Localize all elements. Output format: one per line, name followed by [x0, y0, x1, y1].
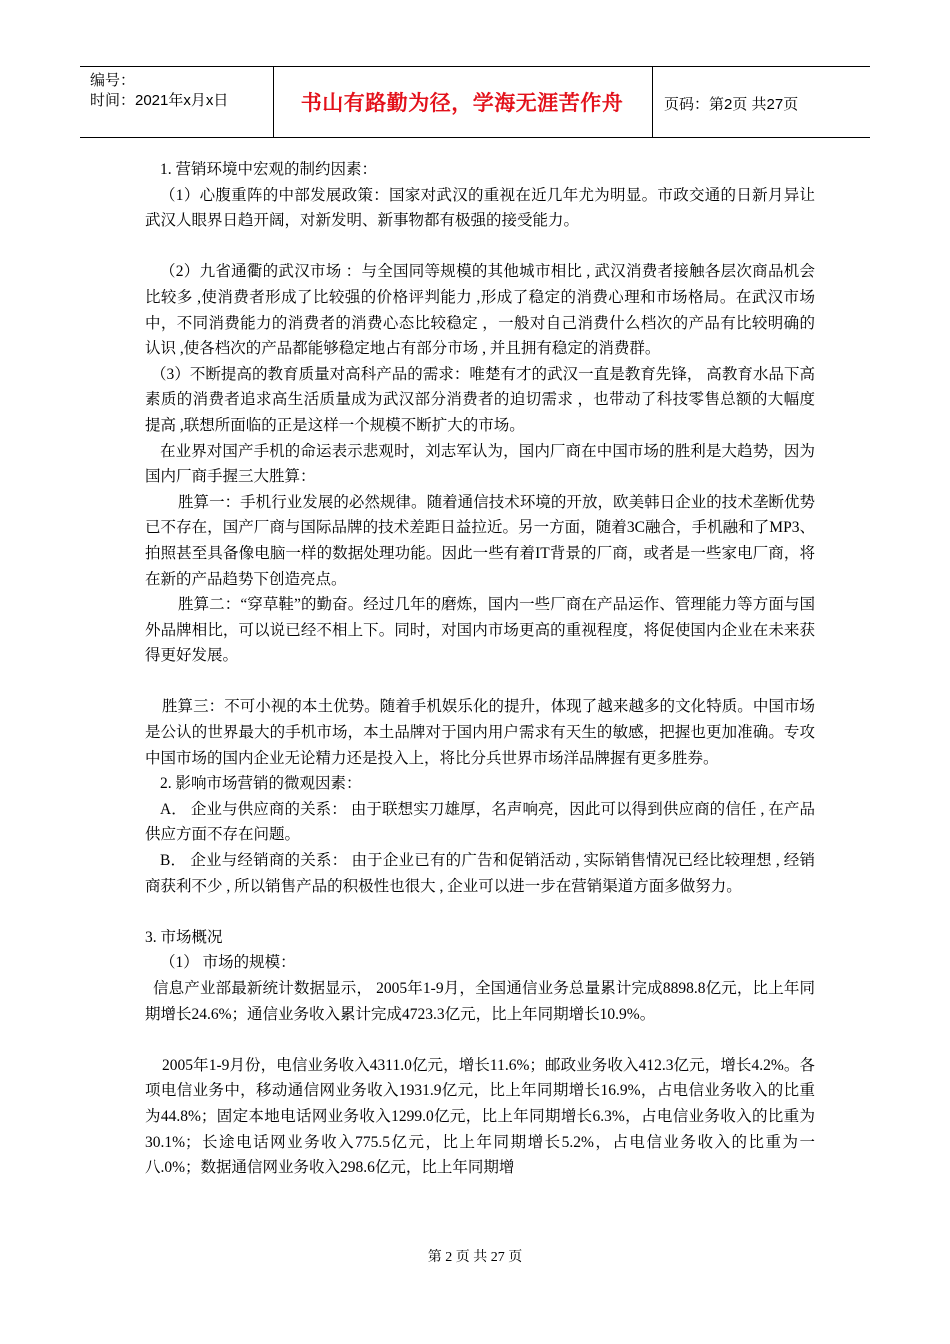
paragraph: 2005年1-9月份，电信业务收入4311.0亿元，增长11.6%；邮政业务收入412.3亿元，增长4.2%。各项电信业务中，移动通信网业务收入1931.9亿元，比上年同期增长16.9%，占电信业务收入的比重为44.8%；固定本地电话网业务收入1299.0亿元，比上年同期增长6.3%，占电信业务收入的比重为30.1%；长途电话网业务收入775.5亿元，比上年同期增长5.2%，占电信业务收入的比重为一八.0%；数据通信网业务收入298.6亿元，比上年同期增	[145, 1056, 815, 1177]
paragraph: 胜算三：不可小视的本土优势。随着手机娱乐化的提升，体现了越来越多的文化特质。中国市场是公认的世界最大的手机市场，本土品牌对于国内用户需求有天生的敏感，把握也更加准确。专攻中国市场的国内企业无论精力还是投入上，将比分兵世界市场洋品牌握有更多胜券。	[145, 698, 815, 767]
section-heading: 1. 营销环境中宏观的制约因素：	[160, 161, 378, 178]
page-header	[80, 66, 870, 138]
paragraph: A． 企业与供应商的关系： 由于联想实刀雄厚，名声响亮，因此可以得到供应商的信任 , 在产品供应方面不存在问题。	[145, 800, 815, 844]
header-divider	[652, 67, 653, 137]
section-heading: 2. 影响市场营销的微观因素：	[160, 775, 362, 793]
document-body	[145, 157, 815, 1181]
paragraph: （2）九省通衢的武汉市场 ：与全国同等规模的其他城市相比 , 武汉消费者接触各层次商品机会比较多 ,使消费者形成了比较强的价格评判能力 ,形成了稳定的消费心理和市场格局。在武汉市场中，不同消费能力的消费者的消费心态比较稳定 ，一般对自己消费什么档次的产品有比较明确的认识 ,使各档次的产品都能够稳定地占有部分市场 , 并且拥有稳定的消费群。	[145, 263, 815, 358]
section-heading: 3. 市场概况	[145, 928, 223, 946]
paragraph: 在业界对国产手机的命运表示悲观时，刘志军认为，国内厂商在中国市场的胜利是大趋势，因为国内厂商手握三大胜算：	[145, 442, 815, 486]
blank-line	[145, 1027, 815, 1053]
number-label: 编号：	[90, 72, 136, 89]
paragraph: （3）不断提高的教育质量对高科产品的需求：唯楚有才的武汉一直是教育先锋， 高教育水品下高素质的消费者追求高生活质量成为武汉部分消费者的迫切需求 ，也带动了科技零售总额的大幅度提高 ,联想所面临的正是这样一个规模不断扩大的市场。	[145, 365, 815, 434]
header-meta	[90, 71, 228, 111]
date-label: 时间：2021年x月x日	[90, 92, 229, 109]
subsection-heading: （1） 市场的规模：	[160, 954, 296, 972]
blank-line	[145, 234, 815, 260]
page-info: 页码：第2页 共27页	[664, 96, 799, 113]
paragraph: B． 企业与经销商的关系： 由于企业已有的广告和促销活动 , 实际销售情况已经比较理想 , 经销商获利不少 , 所以销售产品的积极性也很大 , 企业可以进一步在营销渠道方面多做努力。	[145, 852, 815, 895]
paragraph: （1）心腹重阵的中部发展政策：国家对武汉的重视在近几年尤为明显。市政交通的日新月异让武汉人眼界日趋开阔，对新发明、新事物都有极强的接受能力。	[145, 186, 815, 230]
page-footer: 第 2 页 共 27 页	[427, 1250, 523, 1265]
paragraph: 胜算二：“穿草鞋”的勤奋。经过几年的磨炼，国内一些厂商在产品运作、管理能力等方面与国外品牌相比，可以说已经不相上下。同时，对国内市场更高的重视程度，将促使国内企业在未来获得更好发展。	[145, 596, 815, 665]
blank-line	[145, 669, 815, 695]
header-motto: 书山有路勤为径，学海无涯苦作舟	[300, 91, 624, 115]
paragraph: 信息产业部最新统计数据显示， 2005年1-9月，全国通信业务总量累计完成8898.8亿元，比上年同期增长24.6%；通信业务收入累计完成4723.3亿元，比上年同期增长10.9%。	[145, 980, 815, 1023]
blank-line	[145, 899, 815, 925]
paragraph: 胜算一：手机行业发展的必然规律。随着通信技术环境的开放，欧美韩日企业的技术垄断优势已不存在，国产厂商与国际品牌的技术差距日益拉近。另一方面，随着3C融合，手机融和了MP3、拍照甚至具备像电脑一样的数据处理功能。因此一些有着IT背景的厂商，或者是一些家电厂商，将在新的产品趋势下创造亮点。	[145, 493, 815, 588]
